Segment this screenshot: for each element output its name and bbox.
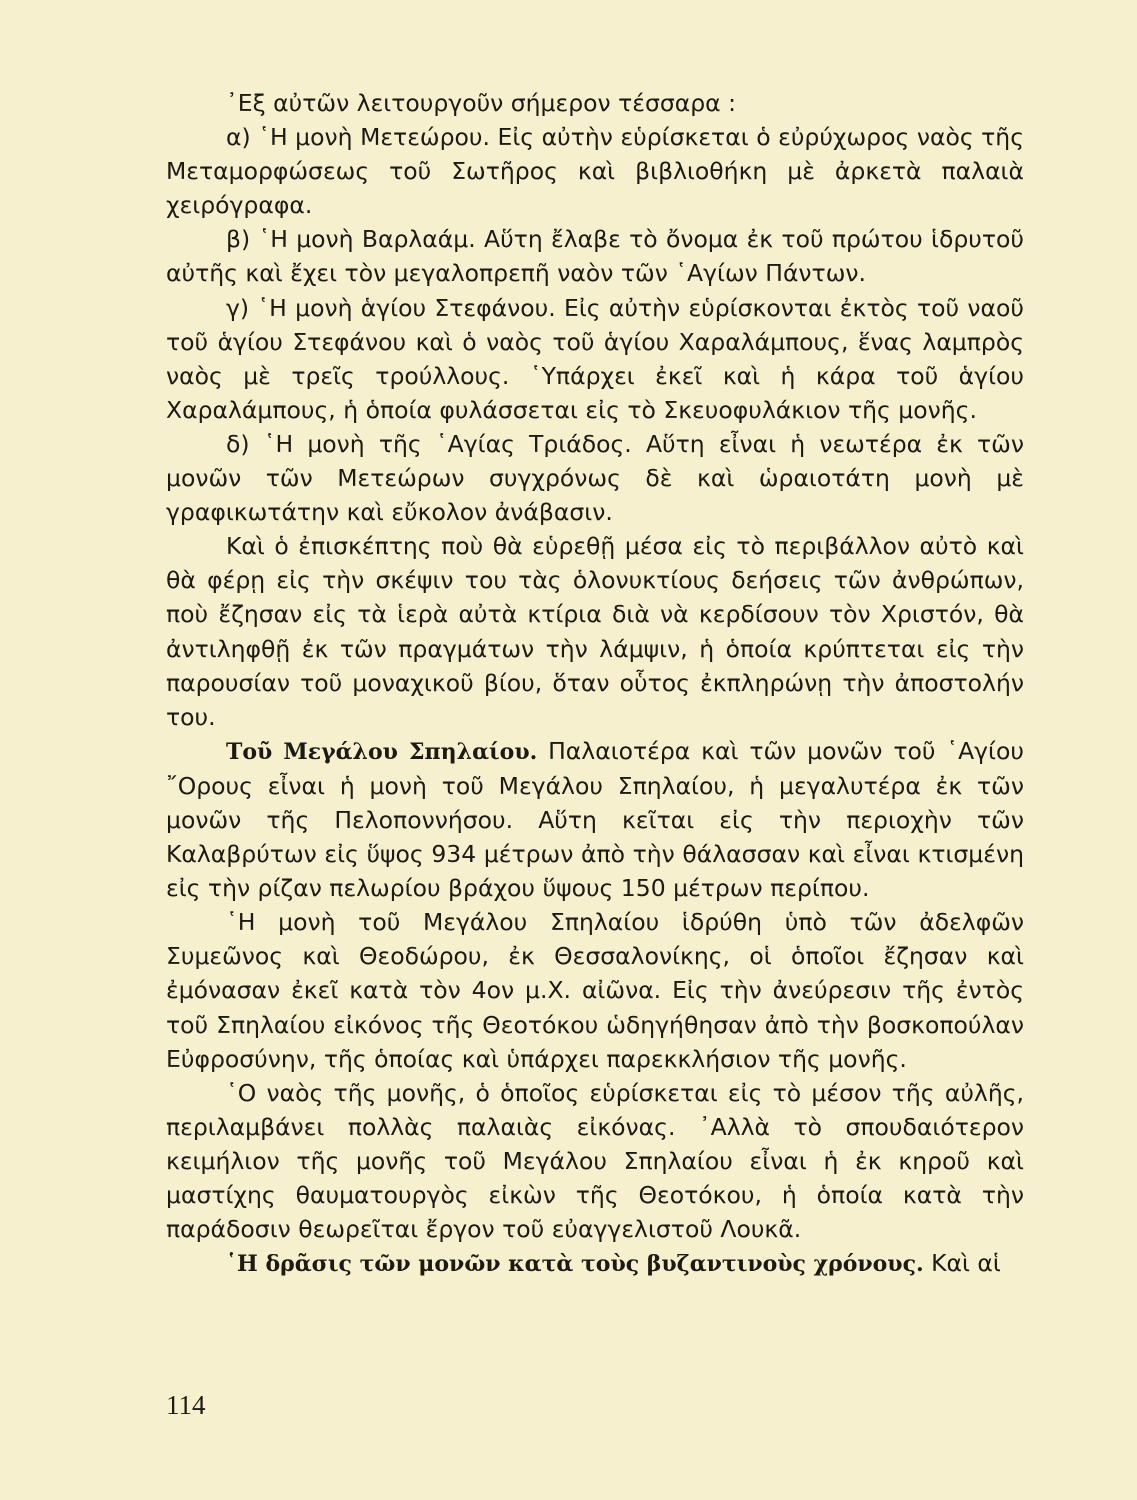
body-text	[166, 86, 1024, 1281]
paragraph-agios-stefanos: γ) ῾Η μονὴ ἁγίου Στεφάνου. Εἰς αὐτὴν εὑρίσκονται ἐκτὸς τοῦ ναοῦ τοῦ ἁγίου Στεφάνου καὶ ὁ ναὸς τοῦ ἁγίου Χαραλάμπους, ἕνας λαμπρὸς ναὸς μὲ τρεῖς τρούλλους. ῾Υπάρχει ἐκεῖ καὶ ἡ κάρα τοῦ ἁγίου Χαραλάμπους, ἡ ὁποία φυλάσσεται εἰς τὸ Σκευοφυλάκιον τῆς μονῆς.	[166, 293, 1024, 424]
paragraph-visitor: Καὶ ὁ ἐπισκέπτης ποὺ θὰ εὑρεθῇ μέσα εἰς τὸ περιβάλλον αὐτὸ καὶ θὰ φέρῃ εἰς τὴν σκέψιν του τὰς ὁλονυκτίους δεήσεις τῶν ἀνθρώπων, ποὺ ἔζησαν εἰς τὰ ἱερὰ αὐτὰ κτίρια διὰ νὰ κερδίσουν τὸν Χριστόν, θὰ ἀντιληφθῇ ἐκ τῶν πραγμάτων τὴν λάμψιν, ἡ ὁποία κρύπτεται εἰς τὴν παρουσίαν τοῦ μοναχικοῦ βίου, ὅταν οὗτος ἐκπληρώνῃ τὴν ἀποστολήν του.	[166, 532, 1024, 731]
paragraph-varlaam: β) ῾Η μονὴ Βαρλαάμ. Αὕτη ἔλαβε τὸ ὄνομα ἐκ τοῦ πρώτου ἱδρυτοῦ αὐτῆς καὶ ἔχει τὸν μεγαλοπρεπῆ ναὸν τῶν ῾Αγίων Πάντων.	[166, 225, 1024, 288]
paragraph-intro: ᾿Εξ αὐτῶν λειτουργοῦν σήμερον τέσσαρα :	[226, 89, 737, 117]
page-number: 114	[166, 1390, 206, 1420]
paragraph-meteoron: α) ῾Η μονὴ Μετεώρου. Εἰς αὐτὴν εὑρίσκεται ὁ εὐρύχωρος ναὸς τῆς Μεταμορφώσεως τοῦ Σωτῆρος καὶ βιβλιοθήκη μὲ ἀρκετὰ παλαιὰ χειρόγραφα.	[166, 123, 1024, 220]
paragraph-megalo-spilaio	[166, 734, 1024, 905]
paragraph-founding: ῾Η μονὴ τοῦ Μεγάλου Σπηλαίου ἱδρύθη ὑπὸ τῶν ἀδελφῶν Συμεῶνος καὶ Θεοδώρου, ἐκ Θεσσαλονίκης, οἱ ὁποῖοι ἔζησαν καὶ ἐμόνασαν ἐκεῖ κατὰ τὸν 4ον μ.Χ. αἰῶνα. Εἰς τὴν ἀνεύρεσιν τῆς ἐντὸς τοῦ Σπηλαίου εἰκόνος τῆς Θεοτόκου ὡδηγήθησαν ἀπὸ τὴν βοσκοπούλαν Εὐφροσύνην, τῆς ὁποίας καὶ ὑπάρχει παρεκκλήσιον τῆς μονῆς.	[166, 908, 1024, 1073]
paragraph-byzantine	[166, 1246, 1024, 1281]
section-heading-byzantine: ῾Η δρᾶσις τῶν μονῶν κατὰ τοὺς βυζαντινοὺς χρόνους.	[226, 1251, 924, 1278]
paragraph-text: Καὶ αἱ	[923, 1249, 1001, 1278]
paragraph-text: Παλαιοτέρα καὶ τῶν μονῶν τοῦ ῾Αγίου ῎Ορους εἶναι ἡ μονὴ τοῦ Μεγάλου Σπηλαίου, ἡ μεγαλυτέρα ἐκ τῶν μονῶν τῆς Πελοποννήσου. Αὕτη κεῖται εἰς τὴν περιοχὴν τῶν Καλαβρύτων εἰς ὕψος 934 μέτρων ἀπὸ τὴν θάλασσαν καὶ εἶναι κτισμένη εἰς τὴν ρίζαν πελωρίου βράχου ὕψους 150 μέτρων περίπου.	[166, 736, 1024, 903]
section-heading-megalo-spilaio: Τοῦ Μεγάλου Σπηλαίου.	[226, 738, 538, 765]
paragraph-church: ῾Ο ναὸς τῆς μονῆς, ὁ ὁποῖος εὑρίσκεται εἰς τὸ μέσον τῆς αὐλῆς, περιλαμβάνει πολλὰς παλαιὰς εἰκόνας. ᾿Αλλὰ τὸ σπουδαιότερον κειμήλιον τῆς μονῆς τοῦ Μεγάλου Σπηλαίου εἶναι ἡ ἐκ κηροῦ καὶ μαστίχης θαυματουργὸς εἰκὼν τῆς Θεοτόκου, ἡ ὁποία κατὰ τὴν παράδοσιν θεωρεῖται ἔργον τοῦ εὐαγγελιστοῦ Λουκᾶ.	[166, 1078, 1024, 1244]
paragraph-agia-triada: δ) ῾Η μονὴ τῆς ῾Αγίας Τριάδος. Αὕτη εἶναι ἡ νεωτέρα ἐκ τῶν μονῶν τῶν Μετεώρων συγχρόνως δὲ καὶ ὡραιοτάτη μονὴ μὲ γραφικωτάτην καὶ εὔκολον ἀνάβασιν.	[166, 429, 1024, 527]
